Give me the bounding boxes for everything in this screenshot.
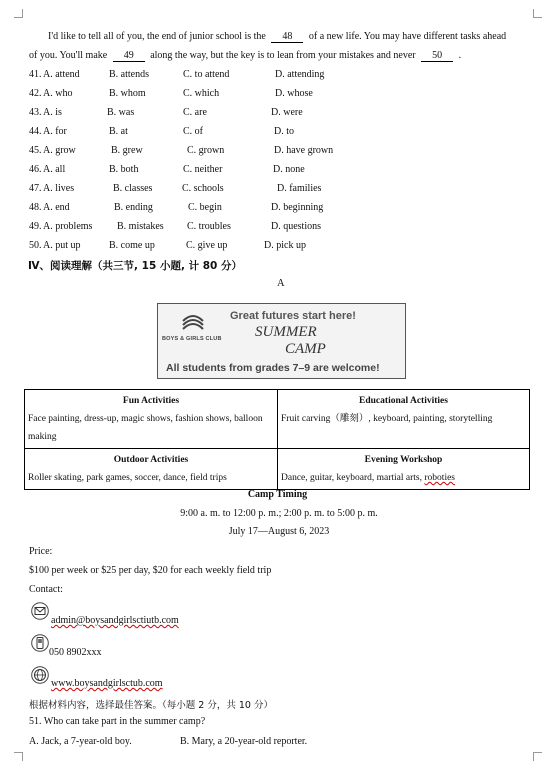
option-a: A. attend	[43, 69, 80, 80]
option-b: B. attends	[109, 69, 149, 80]
fun-activities-text: Face painting, dress-up, magic shows, fashion shows, balloon making	[28, 414, 263, 442]
option-a: A. all	[43, 164, 66, 175]
phone-icon	[31, 634, 49, 652]
cloze-text: .	[458, 50, 462, 61]
cloze-line-1	[48, 31, 506, 43]
option-a: A. put up	[43, 240, 81, 251]
globe-icon	[31, 666, 49, 684]
corner-mark-bottom-right	[533, 752, 542, 761]
option-c: C. troubles	[187, 221, 231, 232]
option-b: B. both	[109, 164, 139, 175]
option-d: D. questions	[271, 221, 321, 232]
option-d: D. attending	[275, 69, 325, 80]
option-b: B. ending	[114, 202, 153, 213]
option-a: A. grow	[43, 145, 76, 156]
option-b: B. come up	[109, 240, 155, 251]
option-b: B. mistakes	[117, 221, 164, 232]
option-c: C. give up	[186, 240, 228, 251]
camp-timing-hours: 9:00 a. m. to 12:00 p. m.; 2:00 p. m. to 5:00 p. m.	[180, 508, 378, 519]
question-number: 47.	[29, 183, 42, 194]
option-b: B. grew	[111, 145, 143, 156]
outdoor-activities-cell	[25, 449, 278, 490]
question-51-option-b: B. Mary, a 20-year-old reporter.	[180, 736, 308, 747]
summer-camp-banner	[157, 303, 406, 379]
option-c: C. schools	[182, 183, 224, 194]
question-number: 48.	[29, 202, 42, 213]
blank-48: 48	[271, 31, 303, 43]
educational-activities-text: Fruit carving（雕刻）, keyboard, painting, storytelling	[281, 414, 493, 424]
option-c: C. begin	[188, 202, 222, 213]
question-number: 50.	[29, 240, 42, 251]
activities-table	[24, 389, 530, 490]
camp-timing-title: Camp Timing	[247, 489, 308, 500]
banner-tagline: Great futures start here!	[230, 310, 356, 322]
question-number: 46.	[29, 164, 42, 175]
option-d: D. have grown	[274, 145, 334, 156]
blank-49: 49	[113, 50, 145, 62]
contact-label: Contact:	[29, 584, 63, 595]
question-number: 42.	[29, 88, 42, 99]
option-b: B. whom	[109, 88, 146, 99]
evening-workshop-cell	[278, 449, 530, 490]
option-b: B. was	[107, 107, 135, 118]
fun-activities-cell	[25, 390, 278, 449]
banner-welcome: All students from grades 7–9 are welcome!	[166, 362, 380, 374]
option-a: A. problems	[43, 221, 93, 232]
cloze-text: of you. You'll make	[29, 50, 108, 61]
question-number: 49.	[29, 221, 42, 232]
option-a: A. lives	[43, 183, 75, 194]
evening-workshop-text	[281, 469, 526, 487]
evening-workshop-title: Evening Workshop	[364, 455, 443, 465]
option-a: A. is	[43, 107, 62, 118]
banner-camp: CAMP	[285, 341, 326, 357]
question-number: 43.	[29, 107, 42, 118]
option-d: D. families	[277, 183, 322, 194]
email-address: admin@boysandgirlsctiutb.com	[51, 615, 179, 626]
contact-phone: 050 8902xxx	[49, 647, 102, 658]
club-logo-icon	[180, 309, 206, 333]
option-c: C. which	[183, 88, 220, 99]
question-number: 45.	[29, 145, 42, 156]
banner-summer: SUMMER	[255, 324, 317, 340]
option-b: B. classes	[113, 183, 153, 194]
price-label: Price:	[29, 546, 53, 557]
option-d: D. were	[271, 107, 303, 118]
option-d: D. pick up	[264, 240, 306, 251]
section-heading: Ⅳ、阅读理解（共三节, 15 小题, 计 80 分）	[28, 260, 243, 272]
question-number: 44.	[29, 126, 42, 137]
passage-letter: A	[277, 278, 285, 289]
option-c: C. neither	[183, 164, 223, 175]
club-name: BOYS & GIRLS CLUB	[162, 336, 222, 342]
option-d: D. whose	[275, 88, 313, 99]
option-a: A. who	[43, 88, 73, 99]
question-number: 41.	[29, 69, 42, 80]
website-address: www.boysandgirlsctub.com	[51, 678, 163, 689]
cloze-text: along the way, but the key is to lean from your mistakes and never	[150, 50, 416, 61]
outdoor-activities-title: Outdoor Activities	[113, 455, 189, 465]
option-d: D. to	[274, 126, 294, 137]
camp-timing-dates: July 17—August 6, 2023	[228, 526, 330, 537]
option-a: A. end	[43, 202, 70, 213]
corner-mark-bottom-left	[14, 752, 23, 761]
cloze-text: of a new life. You may have different tasks ahead	[308, 31, 507, 42]
option-a: A. for	[43, 126, 67, 137]
reading-instruction: 根据材料内容，选择最佳答案。（每小题 2 分，共 10 分）	[29, 700, 273, 711]
educational-activities-cell	[278, 390, 530, 449]
corner-mark-top-left	[14, 9, 23, 18]
option-c: C. grown	[187, 145, 225, 156]
corner-mark-top-right	[533, 9, 542, 18]
question-51-stem: 51. Who can take part in the summer camp?	[29, 716, 206, 727]
fun-activities-title: Fun Activities	[122, 396, 180, 406]
option-d: D. none	[273, 164, 305, 175]
evening-workshop-text-last: roboties	[424, 473, 455, 483]
blank-50: 50	[421, 50, 453, 62]
email-icon	[31, 602, 49, 620]
contact-website	[51, 678, 163, 689]
price-text: $100 per week or $25 per day, $20 for each weekly field trip	[29, 565, 272, 576]
educational-activities-title: Educational Activities	[359, 396, 448, 406]
cloze-text: I'd like to tell all of you, the end of junior school is the	[48, 31, 266, 42]
question-51-option-a: A. Jack, a 7-year-old boy.	[29, 736, 132, 747]
option-c: C. of	[183, 126, 203, 137]
option-c: C. are	[183, 107, 207, 118]
evening-workshop-text-main: Dance, guitar, keyboard, martial arts,	[281, 473, 423, 483]
contact-email	[51, 615, 179, 626]
option-d: D. beginning	[271, 202, 324, 213]
outdoor-activities-text: Roller skating, park games, soccer, dance, field trips	[28, 473, 227, 483]
option-b: B. at	[109, 126, 128, 137]
option-c: C. to attend	[183, 69, 230, 80]
cloze-line-2	[29, 50, 461, 62]
